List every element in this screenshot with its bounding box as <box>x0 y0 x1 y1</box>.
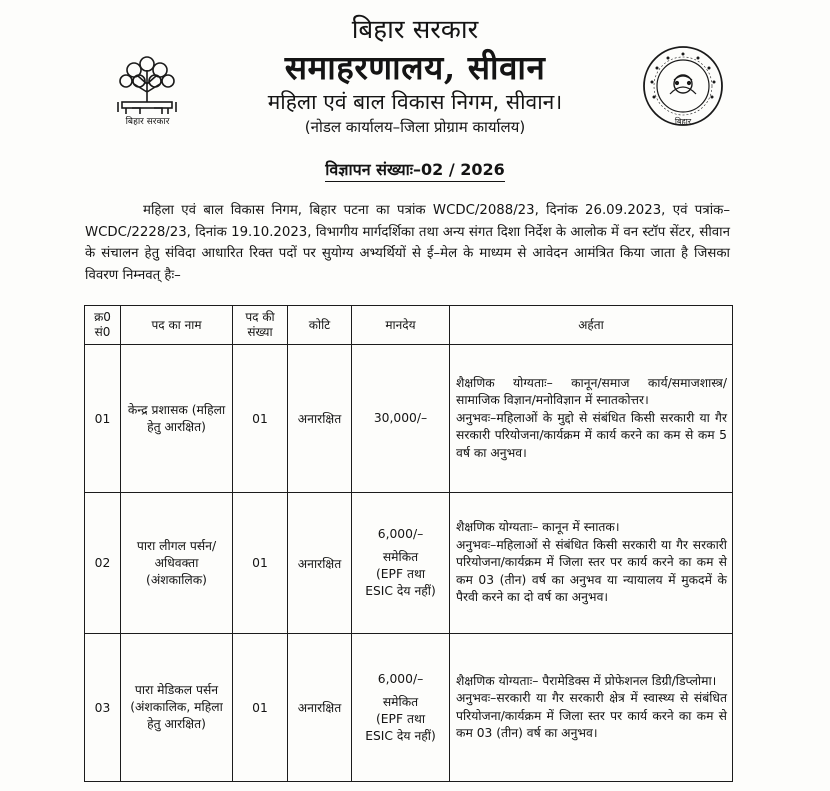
qualification-experience: अनुभवः–महिलाओं से संबंधित किसी सरकारी या गैर सरकारी परियोजना/कार्यक्रम में जिला स्तर पर कार्य करने का कम से कम 03 (तीन) वर्ष का अनुभव या न्यायालय में मुकदमें के पैरवी करने का दो वर्ष का अनुभव। <box>456 537 727 605</box>
honorarium-consolidated: समेकित <box>382 550 419 564</box>
header-count: पद की संख्या <box>233 306 288 345</box>
seal-caption: बिहार <box>674 117 692 126</box>
row-qualification <box>450 493 733 634</box>
qualification-education: शैक्षणिक योग्यताः– कानून/समाज कार्य/समाजशास्त्र/सामाजिक विज्ञान/मनोविज्ञान में स्नातकोत्तर। <box>456 375 727 408</box>
qualification-education: शैक्षणिक योग्यताः– पैरामेडिक्स में प्रोफेशनल डिग्री/डिप्लोमा। <box>456 673 717 688</box>
header-qualification: अर्हता <box>450 306 733 345</box>
department-title: महिला एवं बाल विकास निगम, सीवान। <box>267 90 563 114</box>
row-category: अनारक्षित <box>288 493 352 634</box>
row-serial: 03 <box>85 634 121 782</box>
honorarium-epf-note: (EPF तथा ESIC देय नहीं) <box>365 567 436 598</box>
honorarium-amount: 30,000/– <box>373 411 428 425</box>
collectorate-title: समाहरणालय, सीवान <box>284 48 546 87</box>
row-honorarium <box>352 493 450 634</box>
row-count: 01 <box>233 634 288 782</box>
table-row <box>85 493 733 634</box>
row-serial: 01 <box>85 345 121 493</box>
row-count: 01 <box>233 493 288 634</box>
table-header-row <box>85 306 733 345</box>
row-honorarium <box>352 345 450 493</box>
honorarium-consolidated: समेकित <box>382 694 419 709</box>
row-count: 01 <box>233 345 288 493</box>
emblem-caption: बिहार सरकार <box>125 117 170 127</box>
header-honorarium: मानदेय <box>352 306 450 345</box>
row-qualification <box>450 634 733 782</box>
row-serial: 02 <box>85 493 121 634</box>
table-row <box>85 634 733 782</box>
row-category: अनारक्षित <box>288 634 352 782</box>
header-post: पद का नाम <box>121 306 233 345</box>
advertisement-number <box>0 158 830 180</box>
qualification-experience: अनुभवः–सरकारी या गैर सरकारी क्षेत्र में स्वास्थ्य से संबंधित परियोजना/कार्यक्रम में जिला स्तर पर कार्य करने का कम से कम 03 (तीन) वर्ष का अनुभव। <box>456 691 727 740</box>
intro-paragraph: महिला एवं बाल विकास निगम, बिहार पटना का पत्रांक WCDC/2088/23, दिनांक 26.09.2023, एवं पत्रांक–WCDC/2228/23, दिनांक 19.10.2023, विभागीय मार्गदर्शिका तथा अन्य संगत दिशा निर्देश के आलोक में वन स्टॉप सेंटर, सीवान के संचालन हेतु संविदा आधारित रिक्त पदों पर सुयोग्य अभ्यर्थियों से ई–मेल के माध्यम से आवेदन आमंत्रित किया जाता है जिसका विवरण निम्नवत् हैः– <box>85 203 730 283</box>
header-serial: क्र0 सं0 <box>85 306 121 345</box>
state-government-title: बिहार सरकार <box>351 15 479 45</box>
row-category: अनारक्षित <box>288 345 352 493</box>
table-row <box>85 345 733 493</box>
qualification-experience: अनुभवः–महिलाओं के मुद्दो से संबंधित किसी सरकारी या गैर सरकारी परियोजना/कार्यक्रम में कार्य करने का कम से कम 5 वर्ष का अनुभव। <box>456 410 727 460</box>
honorarium-amount: 6,000/– <box>377 527 424 541</box>
office-subtitle: (नोडल कार्यालय–जिला प्रोग्राम कार्यालय) <box>304 118 526 136</box>
row-post: पारा मेडिकल पर्सन (अंशकालिक, महिला हेतु आरक्षित) <box>121 634 233 782</box>
row-post: केन्द्र प्रशासक (महिला हेतु आरक्षित) <box>121 345 233 493</box>
row-post: पारा लीगल पर्सन/अधिवक्ता (अंशकालिक) <box>121 493 233 634</box>
honorarium-epf-note: (EPF तथा ESIC देय नहीं) <box>365 711 436 743</box>
row-honorarium <box>352 634 450 782</box>
vacancy-table <box>84 305 733 782</box>
header-category: कोटि <box>288 306 352 345</box>
row-qualification <box>450 345 733 493</box>
qualification-education: शैक्षणिक योग्यताः– कानून में स्नातक। <box>456 520 620 535</box>
honorarium-amount: 6,000/– <box>377 671 424 686</box>
advertisement-number-text: विज्ञापन संख्याः–02 / 2026 <box>325 160 505 182</box>
